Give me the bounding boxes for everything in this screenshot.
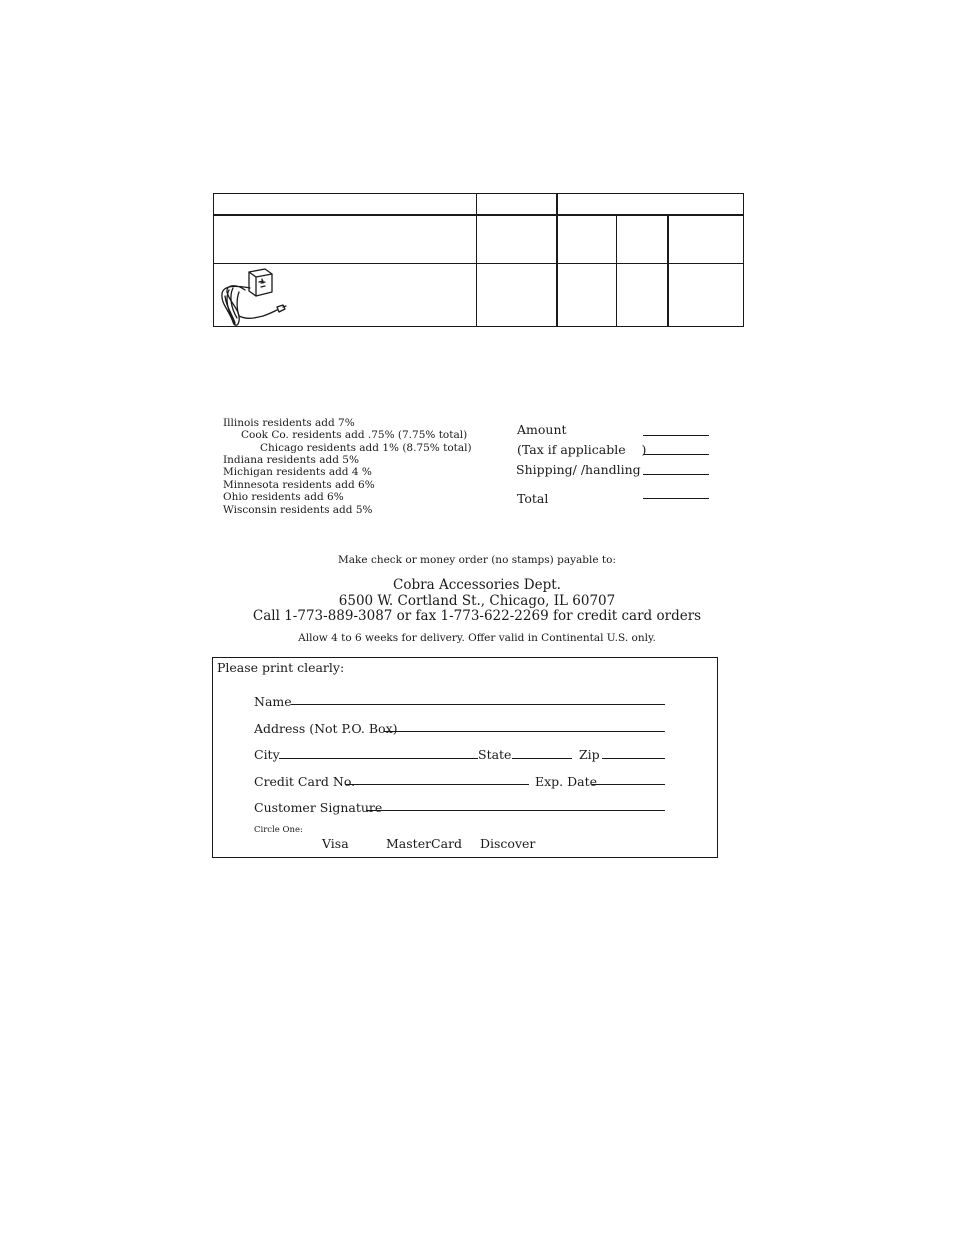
name-label: Name (254, 694, 292, 709)
table-col-divider (667, 215, 669, 327)
table-col-divider (616, 215, 617, 327)
table-bottom-border (213, 326, 744, 327)
table-left-border (213, 193, 214, 327)
tax-label: (Tax if applicable ) (517, 442, 647, 457)
card-option-visa[interactable]: Visa (322, 836, 349, 851)
amount-label: Amount (517, 422, 567, 437)
state-input[interactable] (512, 758, 572, 759)
circle-one-label: Circle One: (254, 825, 303, 835)
exp-date-label: Exp. Date (535, 774, 598, 789)
tax-note-illinois: Illinois residents add 7% (223, 417, 355, 429)
state-label: State (478, 747, 512, 762)
shipping-line[interactable] (643, 474, 709, 475)
card-option-mastercard[interactable]: MasterCard (386, 836, 463, 851)
company-address: 6500 W. Cortland St., Chicago, IL 60707 (338, 593, 616, 609)
card-number-label: Credit Card No. (254, 774, 356, 789)
ac-adapter-icon (217, 266, 287, 328)
city-label: City (254, 747, 280, 762)
address-input[interactable] (384, 731, 665, 732)
tax-note-indiana: Indiana residents add 5% (223, 454, 359, 466)
amount-line[interactable] (643, 435, 709, 436)
zip-input[interactable] (602, 758, 665, 759)
table-row-divider (213, 263, 744, 264)
table-header-divider (213, 214, 744, 216)
city-input[interactable] (279, 758, 478, 759)
tax-note-minnesota: Minnesota residents add 6% (223, 479, 375, 491)
address-label: Address (Not P.O. Box) (254, 721, 398, 736)
company-name: Cobra Accessories Dept. (393, 577, 561, 593)
tax-note-cook-county: Cook Co. residents add .75% (7.75% total) (241, 429, 468, 441)
table-top-border (213, 193, 744, 194)
card-option-discover[interactable]: Discover (480, 836, 536, 851)
zip-label: Zip (579, 747, 600, 762)
tax-note-wisconsin: Wisconsin residents add 5% (223, 504, 373, 516)
table-col-divider (556, 193, 558, 327)
exp-date-input[interactable] (592, 784, 665, 785)
tax-line[interactable] (643, 454, 709, 455)
delivery-note: Allow 4 to 6 weeks for delivery. Offer valid in Continental U.S. only. (298, 632, 656, 644)
tax-note-michigan: Michigan residents add 4 % (223, 466, 372, 478)
tax-note-ohio: Ohio residents add 6% (223, 491, 344, 503)
tax-note-chicago: Chicago residents add 1% (8.75% total) (260, 442, 472, 454)
signature-input[interactable] (367, 810, 665, 811)
table-right-border (743, 193, 744, 327)
form-heading: Please print clearly: (217, 660, 345, 675)
card-number-input[interactable] (345, 784, 529, 785)
payment-instruction: Make check or money order (no stamps) payable to: (338, 554, 616, 566)
total-line[interactable] (643, 498, 709, 499)
shipping-label: Shipping/ /handling (516, 462, 641, 477)
company-phone: Call 1-773-889-3087 or fax 1-773-622-2269 for credit card orders (252, 608, 702, 624)
table-col-divider (476, 193, 477, 327)
signature-label: Customer Signature (254, 800, 383, 815)
total-label: Total (517, 491, 549, 506)
name-input[interactable] (291, 704, 665, 705)
